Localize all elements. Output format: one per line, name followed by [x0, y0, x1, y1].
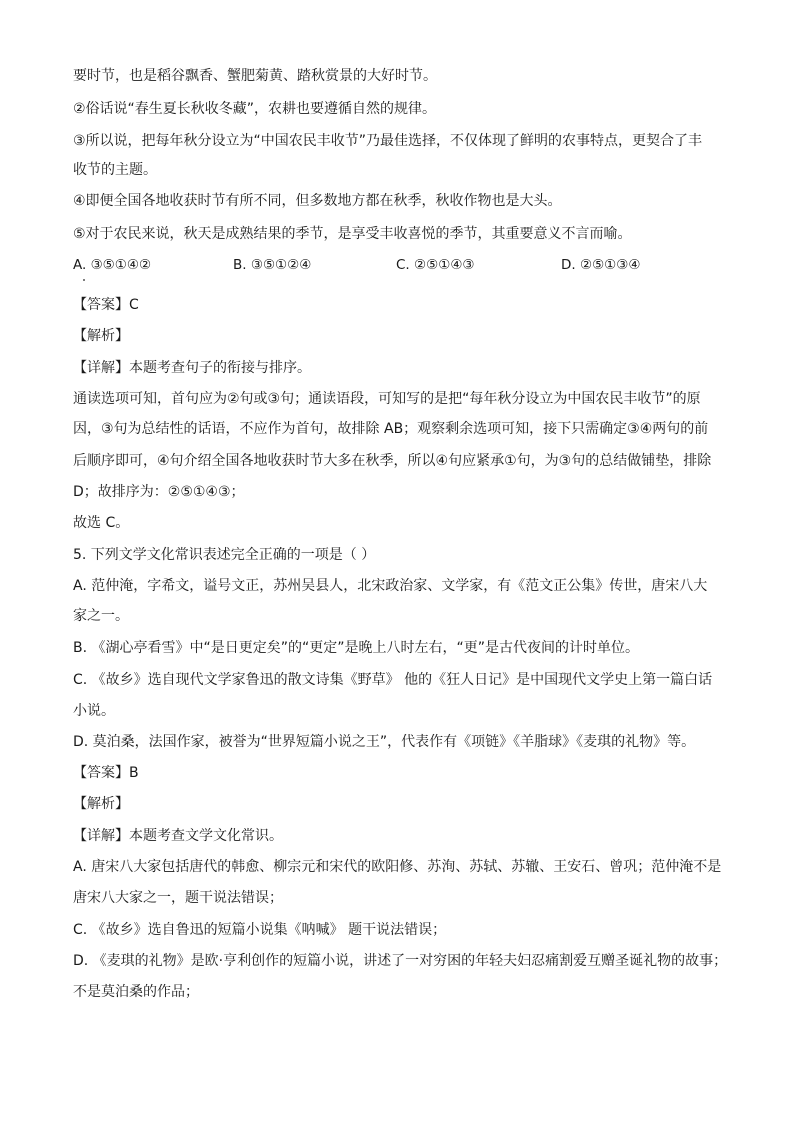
q5-analysis-title: 【解析】: [73, 796, 129, 812]
q4-option-c: C. ②⑤①④③: [396, 257, 475, 273]
q4-answer: 【答案】C: [73, 297, 139, 313]
passage-line: 收节的主题。: [73, 162, 157, 178]
q4-detail-line: 【详解】本题考查句子的衔接与排序。: [73, 360, 311, 376]
passage-line: ③所以说，把每年秋分设立为“中国农民丰收节”乃最佳选择，不仅体现了鲜明的农事特点，更契合了丰: [73, 133, 703, 149]
q4-detail-line: 后顺序即可，④句介绍全国各地收获时节大多在秋季，所以④句应紧承①句，为③句的总结做铺垫，排除: [73, 453, 712, 469]
q5-option-c-cont: 小说。: [73, 703, 115, 719]
passage-line: 要时节，也是稻谷飘香、蟹肥菊黄、踏秋赏景的大好时节。: [73, 68, 437, 84]
q4-analysis-title: 【解析】: [73, 328, 129, 344]
q4-options: [73, 255, 733, 275]
passage-line: ④即便全国各地收获时节有所不同，但多数地方都在秋季，秋收作物也是大头。: [73, 193, 562, 209]
q5-detail-line: 【详解】本题考查文学文化常识。: [73, 828, 283, 844]
q5-detail-line: A. 唐宋八大家包括唐代的韩愈、柳宗元和宋代的欧阳修、苏洵、苏轼、苏辙、王安石、曾巩；范仲淹不是: [73, 859, 722, 875]
q5-stem: 5. 下列文学文化常识表述完全正确的一项是（ ）: [73, 547, 376, 563]
q5-detail-line: 唐宋八大家之一，题干说法错误；: [73, 890, 283, 906]
stray-dot: [83, 279, 85, 281]
q4-detail-line: 故选 C。: [73, 515, 130, 531]
q4-detail-line: 通读选项可知，首句应为②句或③句；通读语段，可知写的是把“每年秋分设立为中国农民丰收节”的原: [73, 391, 701, 407]
q5-option-b: B. 《湖心亭看雪》中“是日更定矣”的“更定”是晚上八时左右，“更”是古代夜间的计时单位。: [73, 640, 640, 656]
passage-line: ⑤对于农民来说，秋天是成熟结果的季节，是享受丰收喜悦的季节，其重要意义不言而喻。: [73, 226, 632, 242]
q4-option-a: A. ③⑤①④②: [73, 257, 152, 273]
q5-detail-line: D. 《麦琪的礼物》是欧·亨利创作的短篇小说，讲述了一对穷困的年轻夫妇忍痛割爱互赠圣诞礼物的故事；: [73, 953, 728, 969]
q4-detail-line: 因，③句为总结性的话语，不应作为首句，故排除 AB；观察剩余选项可知，接下只需确定③④两句的前: [73, 421, 709, 437]
passage-line: ②俗话说“春生夏长秋收冬藏”，农耕也要遵循自然的规律。: [73, 101, 437, 117]
q5-detail-line: C. 《故乡》选自鲁迅的短篇小说集《呐喊》 题干说法错误；: [73, 922, 447, 938]
q5-option-a-cont: 家之一。: [73, 608, 129, 624]
q5-answer: 【答案】B: [73, 765, 139, 781]
q4-option-d: D. ②⑤①③④: [561, 257, 641, 273]
q5-option-c: C. 《故乡》选自现代文学家鲁迅的散文诗集《野草》 他的《狂人日记》是中国现代文学史上第一篇白话: [73, 672, 713, 688]
q5-option-a: A. 范仲淹，字希文，谥号文正，苏州吴县人，北宋政治家、文学家，有《范文正公集》传世，唐宋八大: [73, 578, 708, 594]
q4-detail-line: D；故排序为：②⑤①④③；: [73, 484, 245, 500]
q4-option-b: B. ③⑤①②④: [233, 257, 312, 273]
q5-detail-line: 不是莫泊桑的作品；: [73, 984, 199, 1000]
q5-option-d: D. 莫泊桑，法国作家，被誉为“世界短篇小说之王”，代表作有《项链》《羊脂球》《麦琪的礼物》等。: [73, 734, 696, 750]
